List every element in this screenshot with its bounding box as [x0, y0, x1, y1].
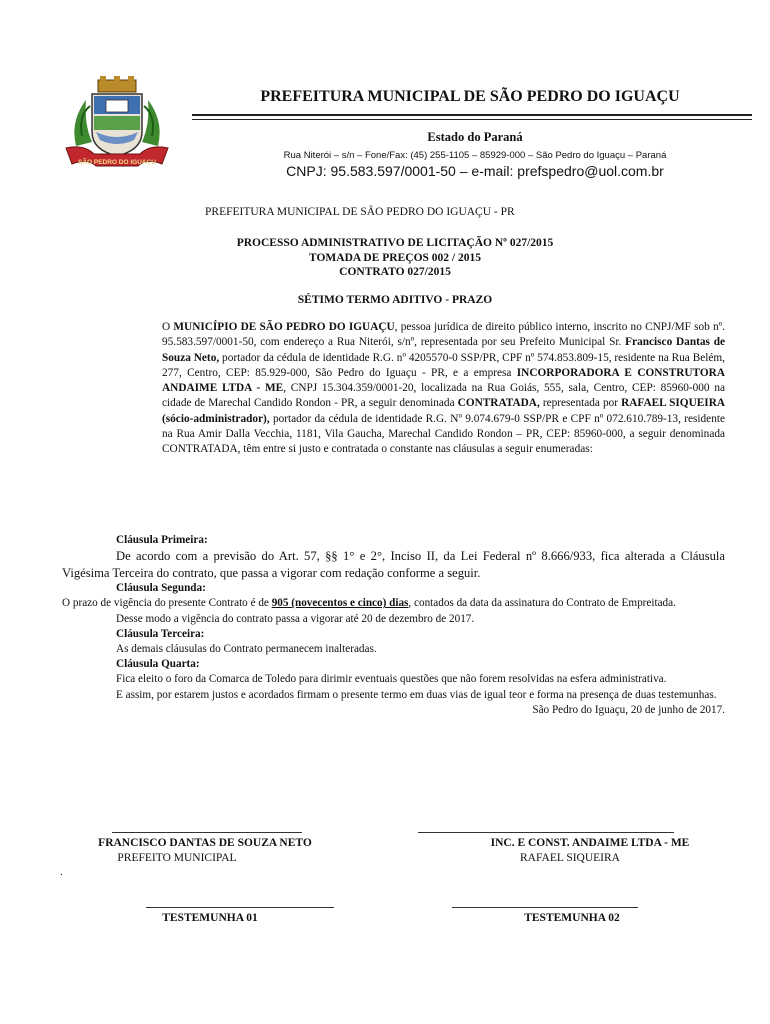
tomada-line: TOMADA DE PREÇOS 002 / 2015 — [309, 251, 481, 264]
intro-paragraph: O MUNICÍPIO DE SÃO PEDRO DO IGUAÇU, pessoa jurídica de direito público interno, inscrito no CNPJ/MF sob nº. 95.583.597/0001-50, com endereço a Rua Niterói, s/nº, representada por seu Prefeito Municipal Sr. Francisco Dantas de Souza Neto, portador da cédula de identidade R.G. nº 4205570-0 SSP/PR, CPF nº 574.853.809-15, residente na Rua Belém, 277, Centro, CEP: 85.929-000, São Pedro do Iguaçu - PR, e a empresa INCORPORADORA E CONSTRUTORA ANDAIME LTDA - ME, CNPJ 15.304.359/0001-20, localizada na Rua Goiás, 555, sala, Centro, CEP: 85960-000 na cidade de Marechal Candido Rondon - PR, a seguir denominada CONTRATADA, representada por RAFAEL SIQUEIRA (sócio-administrador), portador da cédula de identidade R.G. Nº 9.074.679-0 SSP/PR e CPF nº 072.610.789-13, residente na Rua Amir Dalla Vecchia, 1181, Vila Gaucha, Marechal Candido Rondon – PR, CEP: 85960-000, a seguir denominada CONTRATADA, têm entre si justo e contratada o constante nas cláusulas a seguir enumeradas: — [162, 321, 726, 456]
witness-2-label: TESTEMUNHA 02 — [524, 912, 620, 924]
clause-4-text: Fica eleito o foro da Comarca de Toledo para dirimir eventuais questões que não forem resolvidas na esfera administrativa. — [116, 673, 667, 686]
clause-1-text: De acordo com a previsão do Art. 57, §§ 1° e 2°, Inciso II, da Lei Federal nº 8.666/933, fica alterada a Cláusula Vigésima Terceira do contrato, que passa a vigorar com redação conforme a seguir. — [62, 549, 725, 580]
municipal-crest-logo — [64, 76, 170, 172]
witness-line-left — [146, 907, 334, 908]
crest-ribbon-text: SÃO PEDRO DO IGUAÇU — [77, 159, 157, 166]
contrato-line: CONTRATO 027/2015 — [339, 266, 451, 278]
header-cnpj: CNPJ: 95.583.597/0001-50 – e-mail: prefspedro@uol.com.br — [286, 163, 664, 179]
processo-line: PROCESSO ADMINISTRATIVO DE LICITAÇÃO Nº 027/2015 — [236, 237, 554, 249]
stray-dot: . — [60, 866, 63, 878]
header-rule-thick — [192, 114, 752, 116]
clause-2-text: O prazo de vigência do presente Contrato é de 905 (novecentos e cinco) dias, contados da data da assinatura do Contrato de Empreitada. — [62, 597, 676, 610]
signature-line-right — [418, 832, 674, 833]
signature-right-role: RAFAEL SIQUEIRA — [520, 852, 620, 864]
process-block — [150, 236, 640, 280]
signature-left-role: PREFEITO MUNICIPAL — [117, 852, 237, 864]
closing-text: E assim, por estarem justos e acordados firmam o presente termo em duas vias de igual teor e forma na presença de duas testemunhas. — [116, 688, 717, 701]
header-address: Rua Niterói – s/n – Fone/Fax: (45) 255-1105 – 85929-000 – São Pedro do Iguaçu – Paraná — [283, 150, 667, 161]
date-line: São Pedro do Iguaçu, 20 de junho de 2017. — [532, 703, 725, 716]
signature-right-name: INC. E CONST. ANDAIME LTDA - ME — [490, 837, 690, 849]
clause-3-title: Cláusula Terceira: — [116, 627, 205, 640]
signature-left-name: FRANCISCO DANTAS DE SOUZA NETO — [98, 837, 312, 849]
witness-1-label: TESTEMUNHA 01 — [162, 912, 258, 924]
header-title: PREFEITURA MUNICIPAL DE SÃO PEDRO DO IGUAÇU — [260, 88, 680, 105]
clause-2-title: Cláusula Segunda: — [116, 582, 206, 595]
signature-line-left — [112, 832, 302, 833]
termo-title: SÉTIMO TERMO ADITIVO - PRAZO — [297, 294, 493, 306]
header-estado: Estado do Paraná — [427, 130, 523, 144]
clause-3-text: As demais cláusulas do Contrato permanecem inalteradas. — [116, 643, 377, 656]
header-rule-thin — [192, 119, 752, 120]
clause-2-extra: Desse modo a vigência do contrato passa a vigorar até 20 de dezembro de 2017. — [116, 612, 475, 625]
clause-1-title: Cláusula Primeira: — [116, 534, 208, 546]
clause-4-title: Cláusula Quarta: — [116, 658, 200, 671]
prefeitura-line: PREFEITURA MUNICIPAL DE SÃO PEDRO DO IGUAÇU - PR — [205, 206, 515, 218]
clauses-body — [62, 533, 725, 718]
witness-line-right — [452, 907, 638, 908]
